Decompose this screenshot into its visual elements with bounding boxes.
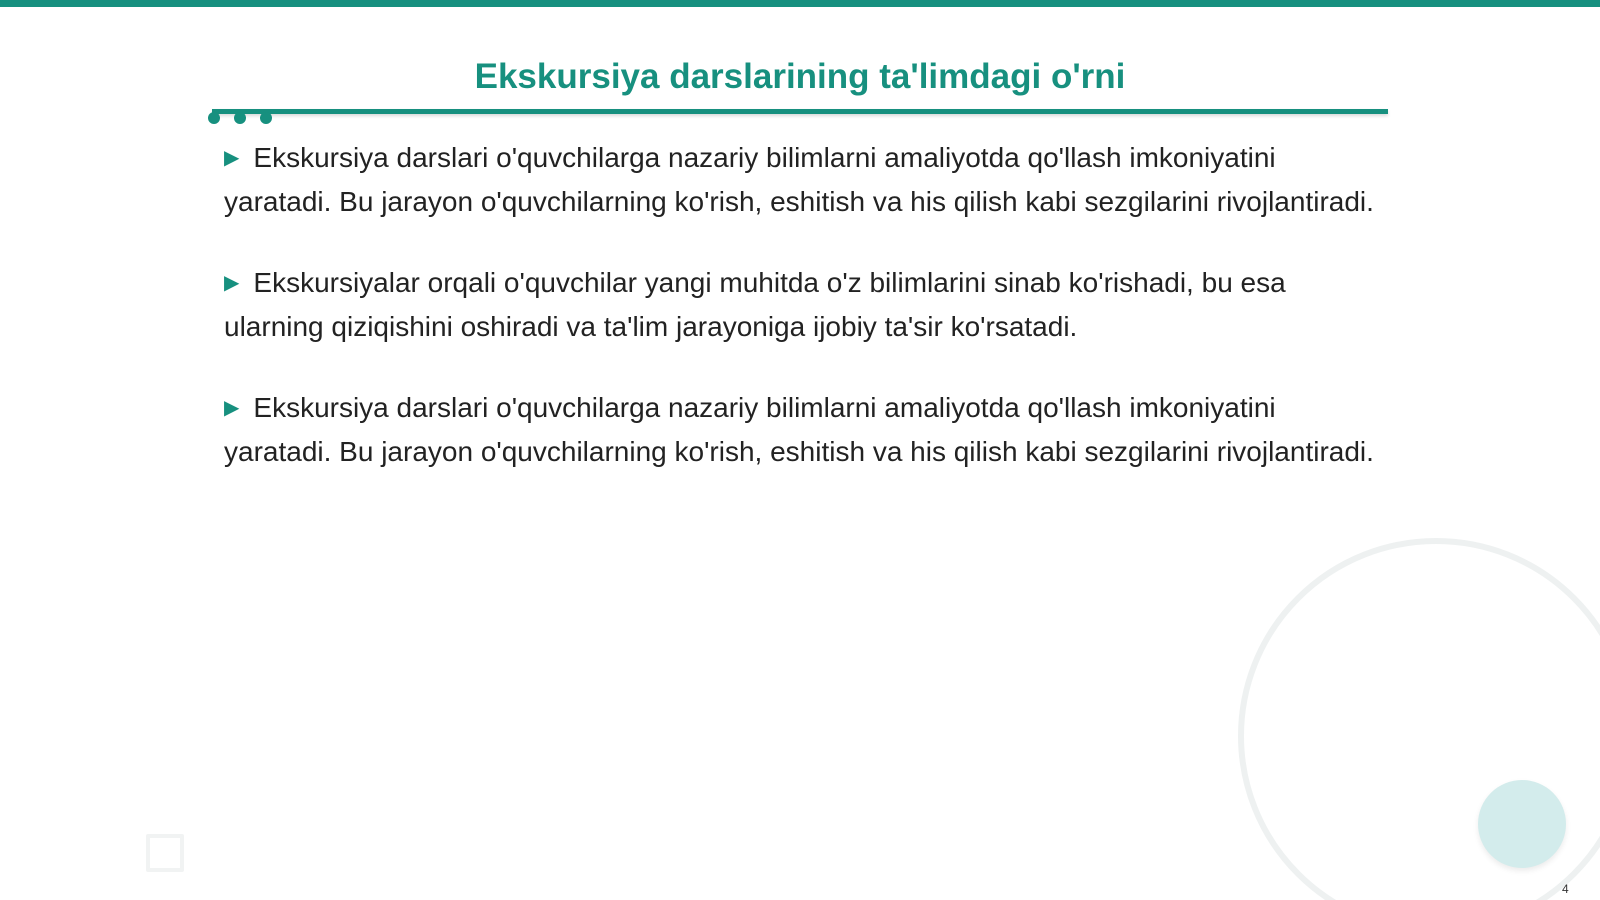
underline-dot bbox=[260, 112, 272, 124]
bullet-item bbox=[224, 263, 1384, 347]
bullet-list bbox=[224, 138, 1384, 513]
page-number: 4 bbox=[1562, 882, 1569, 896]
top-accent-bar bbox=[0, 0, 1600, 7]
decorative-square bbox=[146, 834, 184, 872]
triangle-bullet-icon: ▶ bbox=[224, 272, 240, 294]
bullet-text: Ekskursiya darslari o'quvchilarga nazariy bilimlarni amaliyotda qo'llash imkoniyatini yaratadi. Bu jarayon o'quvchilarning ko'rish, eshitish va his qilish kabi sezgilarini rivojlantiradi. bbox=[224, 142, 1374, 217]
bullet-text: Ekskursiyalar orqali o'quvchilar yangi muhitda o'z bilimlarini sinab ko'rishadi, bu esa ularning qiziqishini oshiradi va ta'lim jarayoniga ijobiy ta'sir ko'rsatadi. bbox=[224, 267, 1286, 342]
bullet-item bbox=[224, 138, 1384, 222]
triangle-bullet-icon: ▶ bbox=[224, 397, 240, 419]
slide-title: Ekskursiya darslarining ta'limdagi o'rni bbox=[474, 57, 1126, 96]
underline-dot bbox=[234, 112, 246, 124]
decorative-circle bbox=[1478, 780, 1566, 868]
underline-dot bbox=[208, 112, 220, 124]
bullet-text: Ekskursiya darslari o'quvchilarga nazariy bilimlarni amaliyotda qo'llash imkoniyatini yaratadi. Bu jarayon o'quvchilarning ko'rish, eshitish va his qilish kabi sezgilarini rivojlantiradi. bbox=[224, 392, 1374, 467]
triangle-bullet-icon: ▶ bbox=[224, 147, 240, 169]
title-underline bbox=[212, 109, 1388, 114]
bullet-item bbox=[224, 388, 1384, 472]
